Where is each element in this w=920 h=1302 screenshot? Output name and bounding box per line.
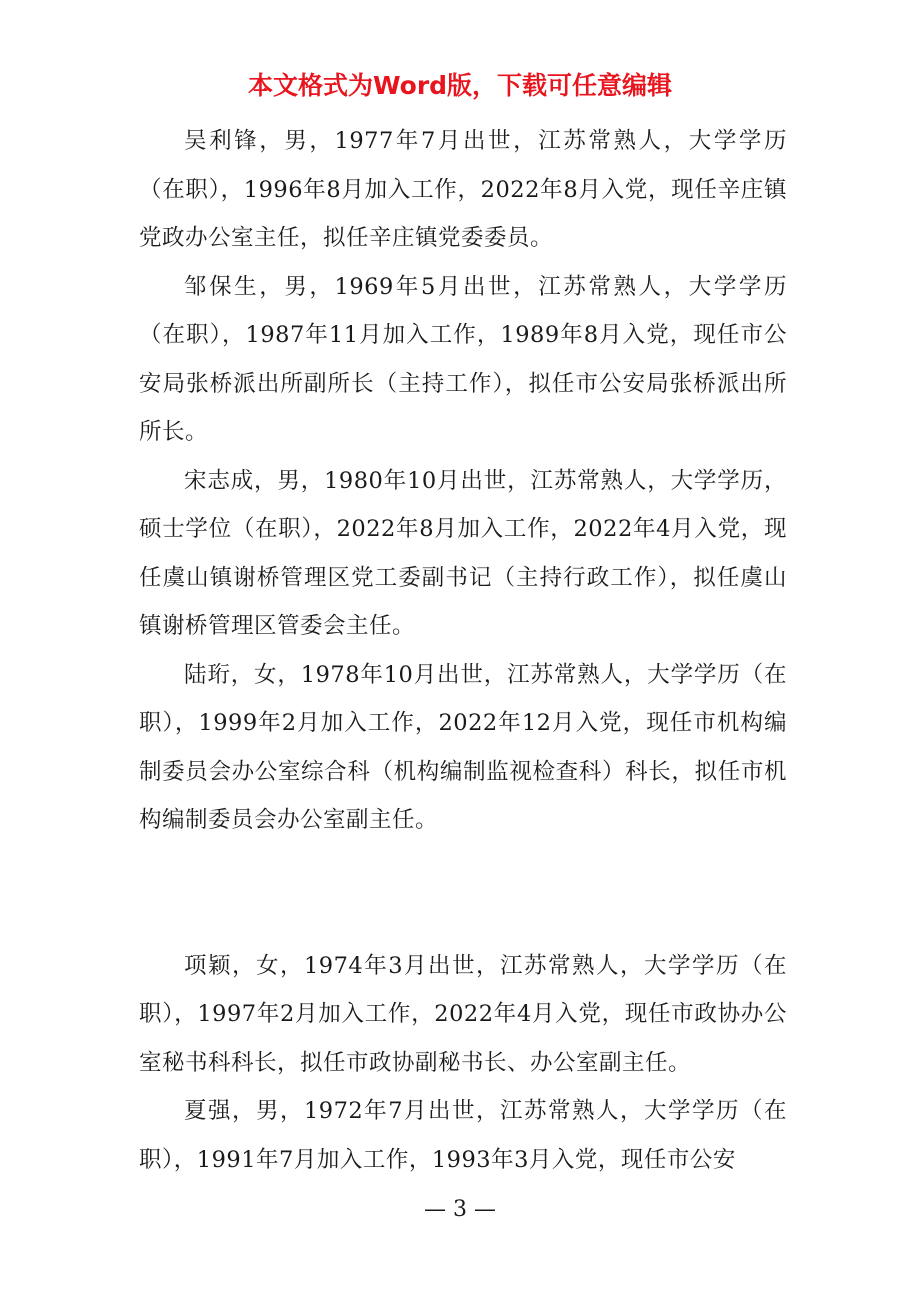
paragraph-lu-heng: 陆珩，女，1978年10月出世，江苏常熟人，大学学历（在职），1999年2月加入工作，2022年12月入党，现任市机构编制委员会办公室综合科（机构编制监视检查科）科长，拟任市机构编制委员会办公室副主任。 [139,661,787,833]
page-number: — 3 — [424,1197,496,1222]
paragraph-zou-baosheng: 邹保生，男，1969年5月出世，江苏常熟人，大学学历（在职），1987年11月加入工作，1989年8月入党，现任市公安局张桥派出所副所长（主持工作），拟任市公安局张桥派出所所长。 [139,273,787,445]
paragraph-gap [139,845,787,942]
paragraph-xiang-ying: 项颖，女，1974年3月出世，江苏常熟人，大学学历（在职），1997年2月加入工作，2022年4月入党，现任市政协办公室秘书科科长，拟任市政协副秘书长、办公室副主任。 [139,952,787,1076]
paragraph-wu-lifeng: 吴利锋，男，1977年7月出世，江苏常熟人，大学学历（在职），1996年8月加入工作，2022年8月入党，现任辛庄镇党政办公室主任，拟任辛庄镇党委委员。 [139,128,787,251]
download-banner: 本文格式为Word版，下载可任意编辑 [247,71,673,100]
paragraph-song-zhicheng: 宋志成，男，1980年10月出世，江苏常熟人，大学学历，硕士学位（在职），2022年8月加入工作，2022年4月入党，现任虞山镇谢桥管理区党工委副书记（主持行政工作），拟任虞山镇谢桥管理区管委会主任。 [139,467,787,639]
document-body [139,117,787,1184]
paragraph-xia-qiang: 夏强，男，1972年7月出世，江苏常熟人，大学学历（在职），1991年7月加入工作，1993年3月入党，现任市公安 [139,1098,787,1173]
